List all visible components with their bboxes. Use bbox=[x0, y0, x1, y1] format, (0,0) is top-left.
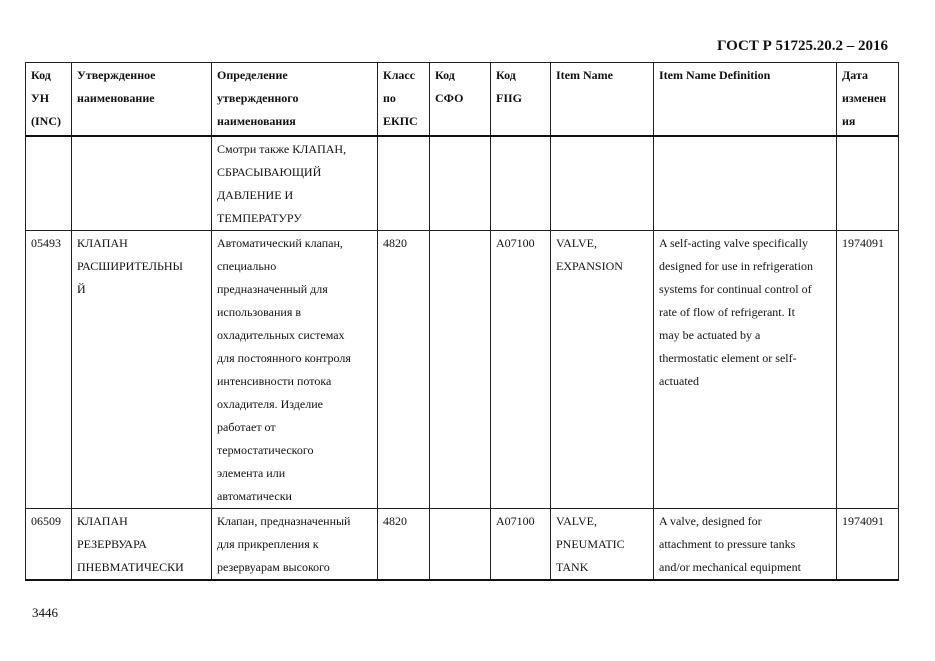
cell-item-name-definition: A valve, designed for attachment to pressure tanks and/or mechanical equipment bbox=[654, 509, 837, 581]
column-header-sfo: Код СФО bbox=[430, 63, 491, 137]
column-header-definition: Определение утвержденного наименования bbox=[212, 63, 378, 137]
column-header-item-name-definition: Item Name Definition bbox=[654, 63, 837, 137]
cell-definition: Клапан, предназначенный для прикрепления к резервуарам высокого bbox=[212, 509, 378, 581]
cell-inc: 05493 bbox=[26, 231, 72, 509]
cell-fiig: A07100 bbox=[491, 231, 551, 509]
cell-item-name: VALVE, EXPANSION bbox=[551, 231, 654, 509]
cell-definition: Автоматический клапан, специально предназначенный для использования в охладительных системах для постоянного контроля интенсивности потока охладителя. Изделие работает от термостатического элемента или автоматически bbox=[212, 231, 378, 509]
cell-change-date bbox=[837, 136, 899, 231]
table-row bbox=[26, 509, 899, 581]
column-header-fiig: Код FIIG bbox=[491, 63, 551, 137]
cell-sfo bbox=[430, 231, 491, 509]
cell-fiig bbox=[491, 136, 551, 231]
cell-approved-name: КЛАПАН РАСШИРИТЕЛЬНЫ Й bbox=[72, 231, 212, 509]
item-name-table bbox=[25, 62, 899, 581]
cell-class: 4820 bbox=[378, 231, 430, 509]
page-number: 3446 bbox=[32, 605, 58, 620]
column-header-approved-name: Утвержденное наименование bbox=[72, 63, 212, 137]
table-row bbox=[26, 231, 899, 509]
document-standard-header: ГОСТ Р 51725.20.2 – 2016 bbox=[716, 38, 888, 54]
cell-fiig: A07100 bbox=[491, 509, 551, 581]
column-header-inc: Код УН (INC) bbox=[26, 63, 72, 137]
cell-item-name-definition: A self-acting valve specifically designed for use in refrigeration systems for continual control of rate of flow of refrigerant. It may be actuated by a thermostatic element or self- actuated bbox=[654, 231, 837, 509]
column-header-class: Класс по ЕКПС bbox=[378, 63, 430, 137]
cell-change-date: 1974091 bbox=[837, 231, 899, 509]
table-header-row bbox=[26, 63, 899, 137]
cell-class: 4820 bbox=[378, 509, 430, 581]
cell-item-name bbox=[551, 136, 654, 231]
table-row bbox=[26, 136, 899, 231]
column-header-item-name: Item Name bbox=[551, 63, 654, 137]
cell-sfo bbox=[430, 136, 491, 231]
cell-approved-name: КЛАПАН РЕЗЕРВУАРА ПНЕВМАТИЧЕСКИ bbox=[72, 509, 212, 581]
cell-change-date: 1974091 bbox=[837, 509, 899, 581]
cell-inc bbox=[26, 136, 72, 231]
cell-sfo bbox=[430, 509, 491, 581]
cell-approved-name bbox=[72, 136, 212, 231]
cell-class bbox=[378, 136, 430, 231]
cell-item-name-definition bbox=[654, 136, 837, 231]
cell-inc: 06509 bbox=[26, 509, 72, 581]
cell-definition: Смотри также КЛАПАН, СБРАСЫВАЮЩИЙ ДАВЛЕНИЕ И ТЕМПЕРАТУРУ bbox=[212, 136, 378, 231]
column-header-change-date: Дата изменен ия bbox=[837, 63, 899, 137]
cell-item-name: VALVE, PNEUMATIC TANK bbox=[551, 509, 654, 581]
